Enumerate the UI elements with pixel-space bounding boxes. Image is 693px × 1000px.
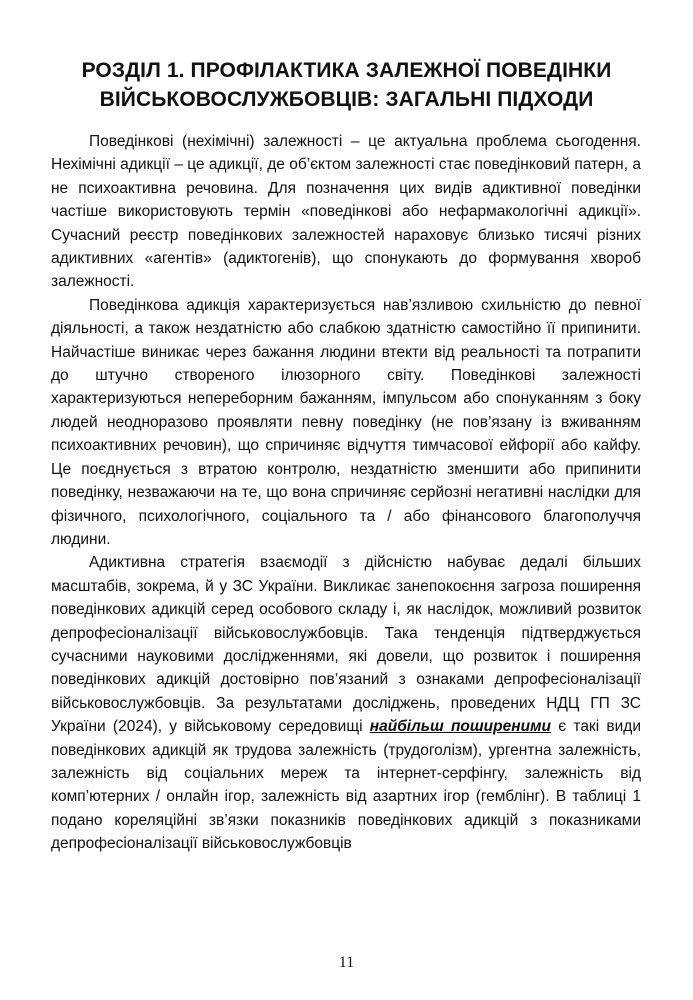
section-title [40, 56, 653, 114]
paragraph-3-text-start: Адиктивна стратегія взаємодії з дійсністю набуває дедалі більших масштабів, зокрема, й у ЗС України. Викликає занепокоєння загроза поширення поведінкових адикцій серед особового складу і, як наслідок, можливий розвиток депрофесіоналізації військовослужбовців. Така тенденція підтверджується сучасними науковими дослідженнями, які довели, що розвиток і поширення поведінкових адикцій достовірно пов’язаний з ознаками депрофесіоналізації військовослужбовців. За результатами досліджень, проведених НДЦ ГП ЗС України (2024), у військовому середовищі [51, 554, 641, 736]
section-title-line-1: РОЗДІЛ 1. ПРОФІЛАКТИКА ЗАЛЕЖНОЇ ПОВЕДІНКИ [81, 59, 612, 82]
paragraph-3 [51, 551, 641, 855]
paragraph-1: Поведінкові (нехімічні) залежності – це актуальна проблема сьогодення. Нехімічні адикції – це адикції, де об’єктом залежності стає поведінковий патерн, а не психоактивна речовина. Для позначення цих видів адиктивної поведінки частіше використовують термін «поведінкові або нефармакологічні адикції». Сучасний реєстр поведінкових залежностей нараховує близько тисячі різних адиктивних «агентів» (адиктогенів), що спонукають до формування хвороб залежності. [51, 133, 641, 291]
page-number: 11 [338, 954, 355, 971]
paragraph-2: Поведінкова адикція характеризується нав’язливою схильністю до певної діяльності, а також нездатністю або слабкою здатністю самостійно її припинити. Найчастіше виникає через бажання людини втекти від реальності та потрапити до штучно створеного ілюзорного світу. Поведінкові залежності характеризуються непереборним бажанням, імпульсом або спонуканням з боку людей неодноразово проявляти певну поведінку (не пов’язану із вживанням психоактивних речовин), що спричиняє відчуття тимчасової ейфорії або кайфу. Це поєднується з втратою контролю, нездатністю зменшити або припинити поведінку, незважаючи на те, що вона спричиняє серйозні негативні наслідки для фізичного, психологічного, соціального та / або фінансового благополуччя людини. [51, 296, 641, 548]
section-title-line-2: ВІЙСЬКОВОСЛУЖБОВЦІВ: ЗАГАЛЬНІ ПІДХОДИ [99, 88, 594, 111]
emphasized-phrase: найбільш поширеними [369, 718, 552, 736]
paragraph-3-text-end: є такі види поведінкових адикцій як трудова залежність (трудоголізм), ургентна залежність, залежність від соціальних мереж та інтернет-серфінгу, залежність від комп’ютерних / онлайн ігор, залежність від азартних ігор (гемблінг). В таблиці 1 подано кореляційні зв’язки показників поведінкових адикцій з показниками депрофесіоналізації військовослужбовців [51, 718, 641, 853]
body-text [51, 130, 641, 856]
